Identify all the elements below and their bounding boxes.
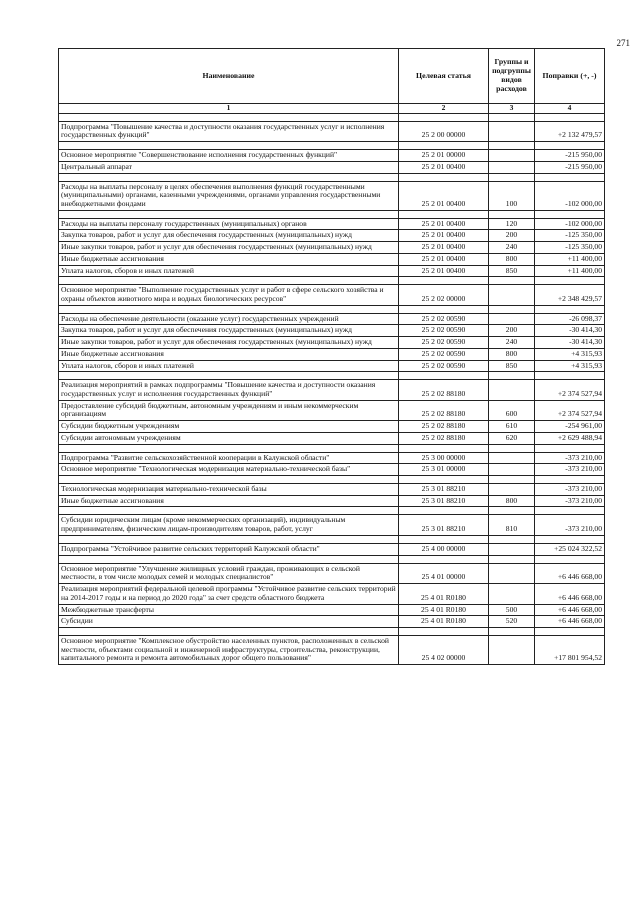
table-row	[59, 360, 605, 372]
row-name-cell: Уплата налогов, сборов и иных платежей	[59, 360, 399, 372]
table-row	[59, 400, 605, 420]
spacer-row	[59, 555, 605, 563]
row-expense-group-cell	[489, 161, 535, 173]
row-expense-group-cell	[489, 543, 535, 555]
header-target-article: Целевая статья	[399, 49, 489, 104]
row-name-cell: Основное мероприятие "Выполнение государственных услуг и работ в сфере сельского хозяйства и охраны объектов животного мира и водных биологических ресурсов"	[59, 285, 399, 305]
row-target-article-cell: 25 2 02 88180	[399, 421, 489, 433]
spacer-cell	[489, 372, 535, 380]
row-expense-group-cell	[489, 313, 535, 325]
row-amendment-cell: +2 374 527,94	[535, 400, 605, 420]
spacer-row	[59, 444, 605, 452]
spacer-cell	[399, 210, 489, 218]
row-expense-group-cell: 500	[489, 604, 535, 616]
row-target-article-cell: 25 4 00 00000	[399, 543, 489, 555]
spacer-cell	[399, 372, 489, 380]
spacer-row	[59, 142, 605, 150]
spacer-cell	[399, 476, 489, 484]
row-amendment-cell: +4 315,93	[535, 348, 605, 360]
table-row	[59, 484, 605, 496]
row-target-article-cell: 25 2 02 88180	[399, 380, 489, 400]
table-row	[59, 616, 605, 628]
spacer-cell	[59, 173, 399, 181]
row-name-cell: Закупка товаров, работ и услуг для обеспечения государственных (муниципальных) нужд	[59, 230, 399, 242]
spacer-cell	[535, 305, 605, 313]
row-name-cell: Предоставление субсидий бюджетным, автономным учреждениям и иным некоммерческим организациям	[59, 400, 399, 420]
spacer-row	[59, 210, 605, 218]
row-name-cell: Субсидии бюджетным учреждениям	[59, 421, 399, 433]
spacer-cell	[489, 210, 535, 218]
table-row	[59, 242, 605, 254]
spacer-cell	[59, 210, 399, 218]
row-amendment-cell: -254 961,00	[535, 421, 605, 433]
spacer-cell	[399, 173, 489, 181]
spacer-cell	[399, 535, 489, 543]
row-amendment-cell: +6 446 668,00	[535, 584, 605, 604]
row-amendment-cell: +2 374 527,94	[535, 380, 605, 400]
row-expense-group-cell: 600	[489, 400, 535, 420]
row-name-cell: Субсидии автономным учреждениям	[59, 432, 399, 444]
row-amendment-cell: +17 801 954,52	[535, 635, 605, 664]
row-target-article-cell: 25 2 02 00590	[399, 337, 489, 349]
spacer-cell	[489, 444, 535, 452]
header-name: Наименование	[59, 49, 399, 104]
spacer-cell	[535, 507, 605, 515]
spacer-cell	[59, 507, 399, 515]
row-amendment-cell: +4 315,93	[535, 360, 605, 372]
spacer-cell	[59, 555, 399, 563]
spacer-cell	[59, 535, 399, 543]
spacer-cell	[489, 142, 535, 150]
row-amendment-cell: -373 210,00	[535, 452, 605, 464]
table-row	[59, 121, 605, 141]
spacer-cell	[399, 305, 489, 313]
row-expense-group-cell	[489, 635, 535, 664]
table-row	[59, 432, 605, 444]
row-target-article-cell: 25 3 01 88210	[399, 515, 489, 535]
row-amendment-cell: +25 024 322,52	[535, 543, 605, 555]
row-expense-group-cell: 240	[489, 242, 535, 254]
spacer-cell	[399, 113, 489, 121]
row-target-article-cell: 25 4 02 00000	[399, 635, 489, 664]
spacer-cell	[59, 277, 399, 285]
row-target-article-cell: 25 3 01 88210	[399, 484, 489, 496]
spacer-cell	[59, 444, 399, 452]
row-target-article-cell: 25 2 02 00590	[399, 313, 489, 325]
spacer-cell	[399, 507, 489, 515]
spacer-cell	[535, 535, 605, 543]
spacer-cell	[59, 142, 399, 150]
table-row	[59, 452, 605, 464]
row-amendment-cell: -373 210,00	[535, 484, 605, 496]
row-amendment-cell: -215 950,00	[535, 161, 605, 173]
column-number: 1	[59, 104, 399, 114]
table-row	[59, 563, 605, 583]
page-number: 271	[616, 38, 630, 48]
spacer-row	[59, 305, 605, 313]
row-name-cell: Субсидии	[59, 616, 399, 628]
table-row	[59, 325, 605, 337]
row-name-cell: Иные бюджетные ассигнования	[59, 495, 399, 507]
spacer-cell	[489, 627, 535, 635]
row-target-article-cell: 25 3 01 88210	[399, 495, 489, 507]
table-row	[59, 464, 605, 476]
row-amendment-cell: -30 414,30	[535, 337, 605, 349]
column-number: 2	[399, 104, 489, 114]
spacer-row	[59, 113, 605, 121]
row-expense-group-cell: 850	[489, 360, 535, 372]
row-amendment-cell: +6 446 668,00	[535, 563, 605, 583]
spacer-cell	[535, 210, 605, 218]
spacer-cell	[489, 173, 535, 181]
table-row	[59, 380, 605, 400]
spacer-cell	[535, 372, 605, 380]
table-row	[59, 313, 605, 325]
row-expense-group-cell	[489, 452, 535, 464]
column-number: 4	[535, 104, 605, 114]
spacer-row	[59, 372, 605, 380]
row-target-article-cell: 25 2 01 00400	[399, 242, 489, 254]
spacer-row	[59, 173, 605, 181]
table-row	[59, 635, 605, 664]
row-expense-group-cell: 240	[489, 337, 535, 349]
row-target-article-cell: 25 4 01 R0180	[399, 584, 489, 604]
row-amendment-cell: -373 210,00	[535, 464, 605, 476]
row-target-article-cell: 25 2 02 88180	[399, 432, 489, 444]
table-row	[59, 348, 605, 360]
table-row	[59, 337, 605, 349]
row-name-cell: Основное мероприятие "Совершенствование исполнения государственных функций"	[59, 150, 399, 162]
spacer-row	[59, 627, 605, 635]
row-target-article-cell: 25 3 00 00000	[399, 452, 489, 464]
spacer-cell	[489, 476, 535, 484]
row-target-article-cell: 25 2 01 00000	[399, 150, 489, 162]
spacer-cell	[399, 555, 489, 563]
row-amendment-cell: +6 446 668,00	[535, 604, 605, 616]
spacer-cell	[535, 277, 605, 285]
row-name-cell: Реализация мероприятий в рамках подпрограммы "Повышение качества и доступности оказания государственных услуг и исполнения государственных функций"	[59, 380, 399, 400]
row-name-cell: Подпрограмма "Повышение качества и доступности оказания государственных услуг и исполнения государственных функций"	[59, 121, 399, 141]
row-name-cell: Расходы на выплаты персоналу в целях обеспечения выполнения функций государственными (муниципальными) органами, казенными учреждениями, органами управления государственными внебюджетными фондами	[59, 181, 399, 210]
row-expense-group-cell: 610	[489, 421, 535, 433]
spacer-cell	[399, 277, 489, 285]
row-target-article-cell: 25 2 02 00000	[399, 285, 489, 305]
spacer-cell	[489, 277, 535, 285]
row-name-cell: Расходы на выплаты персоналу государственных (муниципальных) органов	[59, 218, 399, 230]
row-name-cell: Межбюджетные трансферты	[59, 604, 399, 616]
row-amendment-cell: +11 400,00	[535, 253, 605, 265]
row-target-article-cell: 25 2 01 00400	[399, 265, 489, 277]
budget-amendments-table	[58, 48, 605, 665]
row-expense-group-cell: 100	[489, 181, 535, 210]
row-name-cell: Основное мероприятие "Комплексное обустройство населенных пунктов, расположенных в сельской местности, объектами социальной и инженерной инфраструктуры, строительства, реконструкции, капитального ремонта и ремонта автомобильных дорог общего пользования"	[59, 635, 399, 664]
row-amendment-cell: -30 414,30	[535, 325, 605, 337]
row-name-cell: Иные закупки товаров, работ и услуг для обеспечения государственных (муниципальных) нужд	[59, 242, 399, 254]
header-expense-groups: Группы и подгруппы видов расходов	[489, 49, 535, 104]
row-amendment-cell: -373 210,00	[535, 495, 605, 507]
row-target-article-cell: 25 4 01 R0180	[399, 616, 489, 628]
row-name-cell: Иные бюджетные ассигнования	[59, 253, 399, 265]
row-amendment-cell: +2 132 479,57	[535, 121, 605, 141]
row-amendment-cell: -125 350,00	[535, 230, 605, 242]
row-name-cell: Основное мероприятие "Улучшение жилищных условий граждан, проживающих в сельской местности, в том числе молодых семей и молодых специалистов"	[59, 563, 399, 583]
table-row	[59, 218, 605, 230]
row-amendment-cell: -215 950,00	[535, 150, 605, 162]
row-expense-group-cell: 800	[489, 495, 535, 507]
row-expense-group-cell	[489, 484, 535, 496]
row-expense-group-cell: 800	[489, 348, 535, 360]
spacer-cell	[535, 555, 605, 563]
row-name-cell: Технологическая модернизация материально-технической базы	[59, 484, 399, 496]
row-expense-group-cell	[489, 150, 535, 162]
spacer-row	[59, 535, 605, 543]
row-target-article-cell: 25 4 01 00000	[399, 563, 489, 583]
table-row	[59, 181, 605, 210]
row-target-article-cell: 25 2 02 00590	[399, 348, 489, 360]
column-number: 3	[489, 104, 535, 114]
spacer-row	[59, 507, 605, 515]
row-name-cell: Подпрограмма "Устойчивое развитие сельских территорий Калужской области"	[59, 543, 399, 555]
row-amendment-cell: +6 446 668,00	[535, 616, 605, 628]
spacer-cell	[535, 173, 605, 181]
row-expense-group-cell: 200	[489, 325, 535, 337]
row-expense-group-cell	[489, 380, 535, 400]
spacer-cell	[489, 113, 535, 121]
row-amendment-cell: +2 348 429,57	[535, 285, 605, 305]
row-name-cell: Субсидии юридическим лицам (кроме некоммерческих организаций), индивидуальным предпринимателям, физическим лицам-производителям товаров, работ, услуг	[59, 515, 399, 535]
row-name-cell: Центральный аппарат	[59, 161, 399, 173]
spacer-cell	[535, 476, 605, 484]
row-name-cell: Реализация мероприятий федеральной целевой программы "Устойчивое развитие сельских территорий на 2014-2017 годы и на период до 2020 года" за счет средств областного бюджета	[59, 584, 399, 604]
row-target-article-cell: 25 2 01 00400	[399, 181, 489, 210]
row-expense-group-cell	[489, 121, 535, 141]
row-target-article-cell: 25 2 01 00400	[399, 253, 489, 265]
row-target-article-cell: 25 4 01 R0180	[399, 604, 489, 616]
row-target-article-cell: 25 2 02 00590	[399, 325, 489, 337]
spacer-cell	[535, 113, 605, 121]
table-header-row	[59, 49, 605, 104]
spacer-cell	[489, 535, 535, 543]
spacer-cell	[59, 305, 399, 313]
row-name-cell: Основное мероприятие "Технологическая модернизация материально-технической базы"	[59, 464, 399, 476]
row-expense-group-cell: 810	[489, 515, 535, 535]
row-target-article-cell: 25 2 01 00400	[399, 161, 489, 173]
spacer-cell	[59, 476, 399, 484]
table-row	[59, 543, 605, 555]
spacer-cell	[59, 372, 399, 380]
row-expense-group-cell: 620	[489, 432, 535, 444]
row-expense-group-cell	[489, 584, 535, 604]
spacer-cell	[489, 507, 535, 515]
table-row	[59, 495, 605, 507]
row-expense-group-cell: 200	[489, 230, 535, 242]
spacer-cell	[535, 444, 605, 452]
row-expense-group-cell: 120	[489, 218, 535, 230]
table-row	[59, 230, 605, 242]
spacer-cell	[535, 627, 605, 635]
table-body	[59, 113, 605, 664]
row-target-article-cell: 25 2 02 88180	[399, 400, 489, 420]
row-expense-group-cell	[489, 285, 535, 305]
spacer-cell	[59, 113, 399, 121]
row-name-cell: Подпрограмма "Развитие сельскохозяйственной кооперации в Калужской области"	[59, 452, 399, 464]
row-name-cell: Иные бюджетные ассигнования	[59, 348, 399, 360]
row-expense-group-cell	[489, 563, 535, 583]
table-row	[59, 253, 605, 265]
spacer-cell	[489, 555, 535, 563]
row-name-cell: Уплата налогов, сборов и иных платежей	[59, 265, 399, 277]
row-amendment-cell: -102 000,00	[535, 181, 605, 210]
spacer-row	[59, 476, 605, 484]
column-number-row	[59, 104, 605, 114]
row-target-article-cell: 25 2 01 00400	[399, 230, 489, 242]
spacer-row	[59, 277, 605, 285]
row-amendment-cell: -125 350,00	[535, 242, 605, 254]
row-amendment-cell: -102 000,00	[535, 218, 605, 230]
row-amendment-cell: -373 210,00	[535, 515, 605, 535]
table-row	[59, 150, 605, 162]
table-row	[59, 421, 605, 433]
row-target-article-cell: 25 2 00 00000	[399, 121, 489, 141]
row-amendment-cell: -26 098,37	[535, 313, 605, 325]
row-expense-group-cell: 800	[489, 253, 535, 265]
table-row	[59, 515, 605, 535]
row-expense-group-cell: 520	[489, 616, 535, 628]
row-amendment-cell: +2 629 488,94	[535, 432, 605, 444]
row-name-cell: Закупка товаров, работ и услуг для обеспечения государственных (муниципальных) нужд	[59, 325, 399, 337]
row-target-article-cell: 25 3 01 00000	[399, 464, 489, 476]
spacer-cell	[59, 627, 399, 635]
table-row	[59, 265, 605, 277]
table-row	[59, 161, 605, 173]
spacer-cell	[399, 444, 489, 452]
spacer-cell	[399, 142, 489, 150]
table-row	[59, 584, 605, 604]
table-row	[59, 604, 605, 616]
row-expense-group-cell: 850	[489, 265, 535, 277]
row-target-article-cell: 25 2 01 00400	[399, 218, 489, 230]
spacer-cell	[489, 305, 535, 313]
row-name-cell: Расходы на обеспечение деятельности (оказание услуг) государственных учреждений	[59, 313, 399, 325]
spacer-cell	[535, 142, 605, 150]
spacer-cell	[399, 627, 489, 635]
table-row	[59, 285, 605, 305]
row-name-cell: Иные закупки товаров, работ и услуг для обеспечения государственных (муниципальных) нужд	[59, 337, 399, 349]
row-amendment-cell: +11 400,00	[535, 265, 605, 277]
row-target-article-cell: 25 2 02 00590	[399, 360, 489, 372]
row-expense-group-cell	[489, 464, 535, 476]
header-amendments: Поправки (+, -)	[535, 49, 605, 104]
